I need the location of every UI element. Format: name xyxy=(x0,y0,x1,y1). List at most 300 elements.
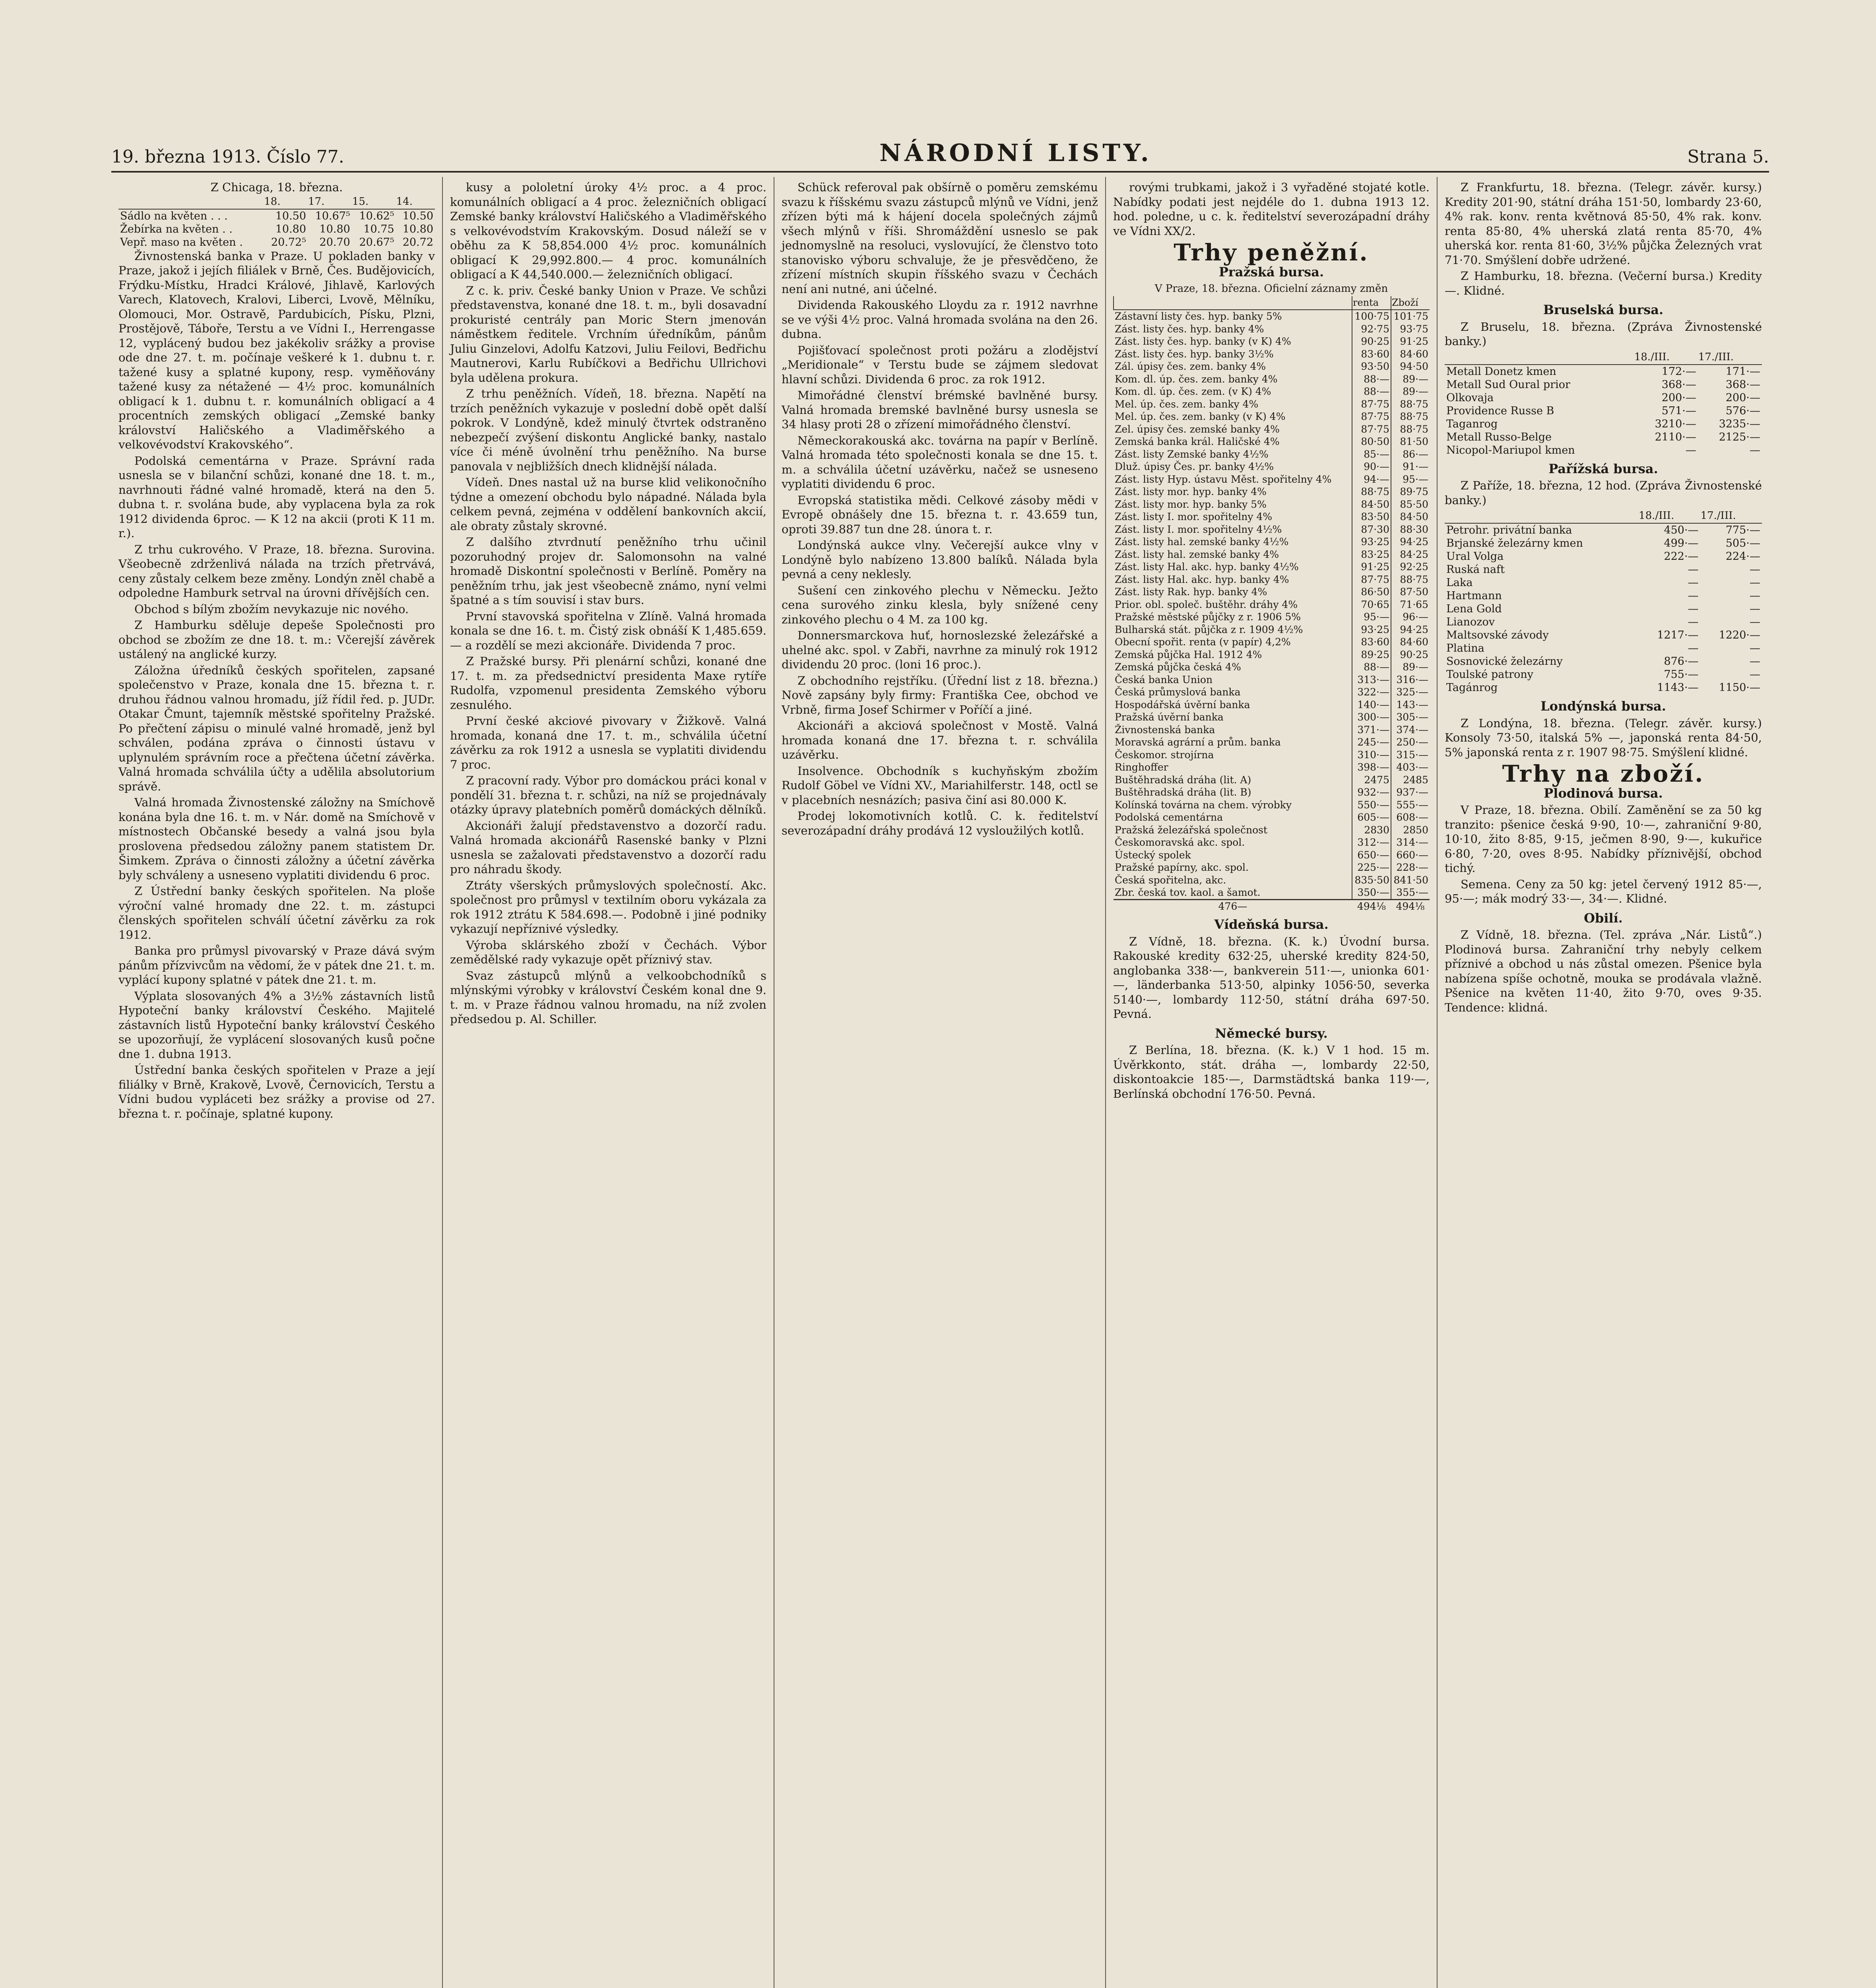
col3-articles xyxy=(782,180,1098,838)
table-cell: 3235·— xyxy=(1719,417,1760,430)
table-cell: 18./III. xyxy=(1638,509,1700,523)
article-paragraph: Výroba sklárského zboží v Čechách. Výbor zemědělské rady vykazuje opět příznivý stav. xyxy=(450,938,766,966)
table-cell: Zál. úpisy čes. zem. banky 4% xyxy=(1115,361,1266,372)
table-cell: 576·— xyxy=(1725,404,1760,417)
column-5 xyxy=(1438,177,1769,1988)
table-row xyxy=(1114,573,1430,586)
table-cell: 224·— xyxy=(1725,550,1760,563)
table-cell: 88·— xyxy=(1352,661,1391,674)
table-row xyxy=(1445,655,1762,668)
table-cell: 250·— xyxy=(1391,736,1430,749)
table-row xyxy=(1445,550,1762,563)
page-header xyxy=(111,135,1769,167)
table-header-row xyxy=(1114,296,1430,310)
table-cell: 17./III. xyxy=(1698,350,1762,365)
table-cell: 310·— xyxy=(1352,749,1391,761)
table-cell: Zemská půjčka česká 4% xyxy=(1115,661,1241,673)
table-row xyxy=(1114,335,1430,348)
table-cell: Ústecký spolek xyxy=(1115,849,1191,861)
paris-title: Pařížská bursa. xyxy=(1548,461,1658,476)
table-cell: Zboží xyxy=(1391,296,1430,310)
table-cell: 608·— xyxy=(1391,811,1430,824)
table-cell: 17. xyxy=(308,195,352,209)
table-cell: 85·50 xyxy=(1391,498,1430,511)
article-paragraph: Schück referoval pak obšírně o poměru zemskému svazu k říšskému svazu zástupců mlýnů ve Vídni, jenž zřízen býti má k hájení docela společných zájmů všech mlýnů v říši. Shromáždění usneslo se pak jednomyslně na resoluci, vyslovující, že členstvo toto stanovisko výboru schvaluje, že je přesvědčeno, že zřízení místních skupin říšského svazu v Čechách není ani nutné, ani účelné. xyxy=(782,181,1098,296)
table-cell: Zástavní listy čes. hyp. banky 5% xyxy=(1115,311,1282,322)
table-cell: 932·— xyxy=(1352,786,1391,799)
table-cell: — xyxy=(1688,603,1699,615)
table-row xyxy=(118,209,435,223)
paris-sub: Z Paříže, 18. března, 12 hod. (Zpráva Živnostenské banky.) xyxy=(1445,479,1762,507)
table-cell: Pražská úvěrní banka xyxy=(1115,711,1224,723)
table-header-row xyxy=(1445,509,1762,523)
table-cell: 92·75 xyxy=(1352,323,1391,336)
table-row xyxy=(1114,674,1430,686)
table-cell: 937·— xyxy=(1391,786,1430,799)
table-cell: 605·— xyxy=(1352,811,1391,824)
table-cell: 84·60 xyxy=(1391,636,1430,648)
header-rule xyxy=(111,171,1769,173)
prague-bourse-sub: V Praze, 18. března. Oficielní záznamy změn xyxy=(1154,283,1388,295)
table-cell: 87·75 xyxy=(1352,398,1391,411)
table-cell: Laka xyxy=(1446,577,1473,589)
table-row xyxy=(1445,417,1762,431)
table-cell: Zást. listy I. mor. spořitelny 4% xyxy=(1115,511,1273,522)
table-cell: Zást. listy hal. zemské banky 4½% xyxy=(1115,536,1289,547)
table-cell: 20.72⁵ xyxy=(271,236,307,248)
article-paragraph: Obchod s bílým zbožím nevykazuje nic nového. xyxy=(134,602,409,616)
section-goods-markets: Trhy na zboží. xyxy=(1502,760,1705,787)
table-cell: 101·75 xyxy=(1391,310,1430,323)
table-cell: Pražské městské půjčky z r. 1906 5% xyxy=(1115,611,1301,623)
table-row xyxy=(1114,373,1430,386)
table-cell: 10.67⁵ xyxy=(315,210,350,222)
table-cell: Zást. listy hal. zemské banky 4% xyxy=(1115,548,1279,560)
table-cell: 314·— xyxy=(1391,836,1430,849)
article-paragraph: První české akciové pivovary v Žižkově. Valná hromada, konaná dne 17. t. m., schválila účetní závěrku za rok 1912 a usnesla se vyplatiti dividendu 7 proc. xyxy=(450,714,766,771)
table-row xyxy=(1445,537,1762,550)
table-cell: 18./III. xyxy=(1634,350,1698,365)
table-cell: Sádlo na květen . . . xyxy=(120,210,228,222)
table-cell: 18. xyxy=(264,195,308,209)
article-paragraph: Londýnská aukce vlny. Večerejší aukce vlny v Londýně bylo nabízeno 13.800 balíků. Nálada byla pevná a ceny neklesly. xyxy=(782,538,1098,581)
brussels-table xyxy=(1445,350,1762,457)
table-cell: 93·50 xyxy=(1352,360,1391,373)
table-cell: 20.72 xyxy=(402,236,433,248)
table-row xyxy=(1445,444,1762,457)
table-cell: Zást. listy Rak. hyp. banky 4% xyxy=(1115,586,1267,598)
table-cell: 95·— xyxy=(1391,473,1430,486)
table-cell: 88·30 xyxy=(1391,523,1430,536)
table-cell: 494⅛ xyxy=(1352,899,1391,912)
table-cell: Pražské papírny, akc. spol. xyxy=(1115,862,1249,873)
table-cell: Zást. listy I. mor. spořitelny 4½% xyxy=(1115,523,1282,535)
table-cell: Zást. listy mor. hyp. banky 5% xyxy=(1115,498,1267,510)
table-cell: 650·— xyxy=(1352,849,1391,862)
table-cell: 300·— xyxy=(1352,711,1391,724)
table-cell: 87·75 xyxy=(1352,423,1391,436)
table-cell: 92·25 xyxy=(1391,561,1430,573)
article-paragraph: Německorakouská akc. továrna na papír v Berlíně. Valná hromada této společnosti konala se dne 15. t. m. a schválila účetní uzávěrku, načež se usneseno vyplatiti dividendu 6 proc. xyxy=(782,433,1098,491)
table-cell: Metall Sud Oural prior xyxy=(1446,378,1570,391)
article-paragraph: První stavovská spořitelna v Zlíně. Valná hromada konala se dne 16. t. m. Čistý zisk obnáší K 1,485.659.— a rozdělí se mezi akcionáře. Dividenda 7 proc. xyxy=(450,609,766,652)
table-cell: — xyxy=(1688,590,1699,602)
table-cell: Metall Donetz kmen xyxy=(1446,365,1556,378)
table-row xyxy=(1114,473,1430,486)
table-cell: 1217·— xyxy=(1657,629,1699,641)
table-cell: 84·50 xyxy=(1391,511,1430,523)
table-cell: 100·75 xyxy=(1352,310,1391,323)
article-paragraph: Ústřední banka českých spořitelen v Praze a její filiálky v Brně, Krakově, Lvově, Černovicích, Terstu a Vídni budou vypláceti bez srážky a provise od 27. března t. r. počínaje, splatné kupony. xyxy=(118,1063,435,1120)
table-row xyxy=(118,236,435,249)
prague-bourse-title: Pražská bursa. xyxy=(1218,264,1324,280)
table-cell: 200·— xyxy=(1725,391,1760,404)
table-cell: Lena Gold xyxy=(1446,603,1502,615)
table-cell: 200·— xyxy=(1661,391,1696,404)
table-cell: 10.50 xyxy=(275,210,307,222)
table-row xyxy=(1114,636,1430,648)
table-cell: Buštěhradská dráha (lit. B) xyxy=(1115,786,1251,798)
table-cell: 88·75 xyxy=(1391,398,1430,411)
table-cell: Ruská naft xyxy=(1446,563,1505,576)
column-3 xyxy=(774,177,1106,1988)
grain-title: Plodinová bursa. xyxy=(1544,785,1663,801)
table-cell: 86·50 xyxy=(1352,586,1391,598)
table-cell: Zemská půjčka Hal. 1912 4% xyxy=(1115,648,1262,660)
article-paragraph: Z trhu peněžních. Vídeň, 18. března. Napětí na trzích peněžních vykazuje v poslední době opět další pokrok. V Londýně, kdež minulý čtvrtek odstraněno nebezpečí zvýšení diskontu Anglické banky, nastalo více či méně úvolnění trhu peněžního. Na burse panovala v nejbližších dnech klidnější nálada. xyxy=(450,387,766,473)
table-cell: Bulharská stát. půjčka z r. 1909 4½% xyxy=(1115,623,1303,635)
table-cell: Providence Russe B xyxy=(1446,404,1554,417)
table-row xyxy=(1114,774,1430,786)
column-1 xyxy=(111,177,443,1988)
article-paragraph: Z c. k. priv. České banky Union v Praze. Ve schůzi představenstva, konané dne 18. t. m., byli dosavadní prokuristé centrály pan Moric Stern jmenován náměstkem ředitele. Vrchním úředníkům, pánům Juliu Ginzelovi, Adolfu Katzovi, Juliu Feilovi, Bedřichu Mautnerovi, Karlu Rubíčkovi a Bedřichu Ullrichovi byla udělena prokura. xyxy=(450,283,766,384)
table-row xyxy=(1445,365,1762,378)
german-text: Z Berlína, 18. března. (K. k.) V 1 hod. 15 m. Úvěrkkonto, stát. dráha —, lombardy 22·50, diskontoakcie 185·—, Darmstädtská banka 119·—, Berlínská obchodní 176·50. Pevná. xyxy=(1113,1043,1430,1101)
table-cell: Zást. listy čes. hyp. banky (v K) 4% xyxy=(1115,336,1291,347)
table-cell: 374·— xyxy=(1391,724,1430,736)
table-row xyxy=(1445,589,1762,602)
table-row xyxy=(1114,861,1430,874)
table-cell: Tagánrog xyxy=(1446,681,1498,694)
table-row xyxy=(1445,563,1762,576)
table-row xyxy=(1445,431,1762,444)
table-cell: 2830 xyxy=(1352,824,1391,837)
table-cell: 89·25 xyxy=(1352,648,1391,661)
table-row xyxy=(1114,623,1430,636)
table-cell: renta xyxy=(1352,296,1391,310)
table-cell: 225·— xyxy=(1352,861,1391,874)
table-row xyxy=(1114,849,1430,862)
article-paragraph: Akcionáři a akciová společnost v Mostě. Valná hromada konaná dne 17. března t. r. schválila uzávěrku. xyxy=(782,719,1098,761)
table-cell xyxy=(1445,350,1634,365)
table-cell: — xyxy=(1750,642,1760,654)
table-cell: Žebírka na květen . . xyxy=(120,223,233,235)
table-cell: 93·25 xyxy=(1352,623,1391,636)
table-row xyxy=(1114,385,1430,398)
table-cell: 140·— xyxy=(1352,699,1391,711)
table-cell: Zást. listy Hal. akc. hyp. banky 4½% xyxy=(1115,561,1299,573)
table-cell: Ringhoffer xyxy=(1115,761,1168,773)
article-paragraph: Z pracovní rady. Výbor pro domáckou práci konal v pondělí 31. března t. r. schůzi, na níž se projednávaly otázky úpravy platebních poměrů domáckých dělníků. xyxy=(450,774,766,816)
table-cell: Zást. listy Hal. akc. hyp. banky 4% xyxy=(1115,573,1289,585)
table-cell: — xyxy=(1750,616,1760,628)
table-cell: 91·25 xyxy=(1391,335,1430,348)
table-cell: 93·75 xyxy=(1391,323,1430,336)
table-cell: 835·50 xyxy=(1352,874,1391,887)
table-cell: Zást. listy mor. hyp. banky 4% xyxy=(1115,486,1267,497)
table-cell: Česká spořitelna, akc. xyxy=(1115,874,1226,886)
table-row xyxy=(1114,824,1430,837)
table-cell: 94·50 xyxy=(1391,360,1430,373)
table-cell: 476— xyxy=(1114,899,1352,912)
table-cell: Zást. listy Hyp. ústavu Měst. spořitelny 4% xyxy=(1115,473,1332,485)
col4-intro: rovými trubkami, jakož i 3 vyřaděné stojaté kotle. Nabídky podati jest nejdéle do 1. dubna 1913 12. hod. poledne, u c. k. ředitelství severozápadní dráhy ve Vídni XX/2. xyxy=(1113,181,1430,238)
table-cell: 2475 xyxy=(1352,774,1391,786)
table-row xyxy=(1114,523,1430,536)
table-cell: Brjanské železárny kmen xyxy=(1446,537,1583,549)
table-cell: 450·— xyxy=(1664,524,1699,536)
table-cell: Zást. listy čes. hyp. banky 3½% xyxy=(1115,348,1274,360)
olives-title: Obilí. xyxy=(1584,910,1623,926)
article-paragraph: Banka pro průmysl pivovarský v Praze dává svým pánům přízvivcům na vědomí, že v pátek dne 21. t. m. vyplácí kupony splatné v pátek dne 21. t. m. xyxy=(118,944,435,986)
table-cell: 322·— xyxy=(1352,686,1391,699)
table-cell: 228·— xyxy=(1391,861,1430,874)
table-cell: 368·— xyxy=(1661,378,1696,391)
table-cell: 355·— xyxy=(1391,886,1430,899)
table-row xyxy=(1114,648,1430,661)
table-cell: 841·50 xyxy=(1391,874,1430,887)
securities-table xyxy=(1113,296,1430,913)
chicago-title: Z Chicaga, 18. března. xyxy=(210,181,343,194)
table-cell: Hospodářská úvěrní banka xyxy=(1115,699,1250,711)
table-row xyxy=(1114,410,1430,423)
article-paragraph: Z Hamburku sděluje depeše Společnosti pro obchod se zbožím ze dne 18. t. m.: Včerejší závěrek ustálený na anglické kurzy. xyxy=(118,618,435,661)
table-cell: 87·75 xyxy=(1352,410,1391,423)
olives-text: Z Vídně, 18. března. (Tel. zpráva „Nár. Listů“.) Plodinová bursa. Zahraniční trhy nebyly celkem příznivé a obchod u nás zůstal omezen. Pšenice byla nabízena spíše ochotně, mouka se prodávala vlažně. Pšenice na květen 11·40, žito 9·70, oves 9·35. Tendence: klidná. xyxy=(1445,928,1762,1014)
table-cell: 350·— xyxy=(1352,886,1391,899)
table-cell: Zást. listy Zemské banky 4½% xyxy=(1115,448,1269,460)
table-cell: 222·— xyxy=(1664,550,1699,563)
article-paragraph: Evropská statistika mědi. Celkové zásoby mědi v Evropě obnášely dne 15. března t. r. 43.659 tun, oproti 39.887 tun dne 28. února t. r. xyxy=(782,493,1098,536)
article-paragraph: Vídeň. Dnes nastal už na burse klid velikonočního týdne a omezení obchodu bylo nápadné. Nálada byla celkem pevná, zejména v oddělení bankovních akcií, ale obraty zůstaly skrovné. xyxy=(450,476,766,533)
table-cell xyxy=(1114,296,1352,310)
table-cell: Maltsovské závody xyxy=(1446,629,1549,641)
table-row xyxy=(1114,611,1430,623)
paris-table xyxy=(1445,509,1762,694)
london-title: Londýnská bursa. xyxy=(1540,699,1666,714)
article-paragraph: Živnostenská banka v Praze. U pokladen banky v Praze, jakož i jejích filiálek v Brně, Čes. Budějovicích, Frýdku-Místku, Hradci Králové, Jihlavě, Karlových Varech, Klatovech, Kralovi, Liberci, Lvově, Mělníku, Olomouci, Mor. Ostravě, Pardubicích, Písku, Plzni, Prostějově, Táboře, Terstu a ve Vídni I., Herrengasse 12, vyplácený budou bez jakékoliv srážky a provise ode dne 27. t. m. počínaje veškeré k 1. dubnu t. r. tažené kusy a splatné kupony, resp. vyměňovány tažené kusy za nétažené — 4½ proc. komunálních obligací k 1. dubnu t. r. komunálních obligací a 4 procentních zemských obligací „Zemské banky království Haličského a Vladiměřského a velkovévodství Krakovského“. xyxy=(118,249,435,451)
table-cell: Živnostenská banka xyxy=(1115,724,1215,736)
table-cell: Zást. listy čes. hyp. banky 4% xyxy=(1115,323,1264,335)
table-row xyxy=(1114,886,1430,899)
table-cell: 2485 xyxy=(1391,774,1430,786)
table-row xyxy=(1445,378,1762,391)
table-cell: 371·— xyxy=(1352,724,1391,736)
table-cell: 87·50 xyxy=(1391,586,1430,598)
table-row xyxy=(1114,749,1430,761)
table-row xyxy=(1114,699,1430,711)
table-row xyxy=(1445,576,1762,589)
hamburg-text: Z Hamburku, 18. března. (Večerní bursa.) Kredity —. Klidné. xyxy=(1445,269,1762,297)
brussels-title: Bruselská bursa. xyxy=(1543,302,1664,317)
table-row xyxy=(1114,310,1430,323)
table-cell: 20.70 xyxy=(319,236,350,248)
table-cell: Nicopol-Mariupol kmen xyxy=(1446,444,1575,456)
table-cell: 315·— xyxy=(1391,749,1430,761)
table-cell: 775·— xyxy=(1725,524,1760,536)
table-cell: 2850 xyxy=(1391,824,1430,837)
table-row xyxy=(1114,836,1430,849)
table-cell: 505·— xyxy=(1725,537,1760,549)
masthead: NÁRODNÍ LISTY. xyxy=(879,139,1152,167)
table-cell: 89·— xyxy=(1391,385,1430,398)
table-cell: — xyxy=(1750,668,1760,681)
table-row xyxy=(1114,661,1430,674)
table-cell: — xyxy=(1750,603,1760,615)
table-cell: 88·75 xyxy=(1391,573,1430,586)
table-cell: 755·— xyxy=(1664,668,1699,681)
table-cell: Mel. úp. čes. zem. banky 4% xyxy=(1115,398,1259,410)
article-paragraph: Z dalšího ztvrdnutí peněžního trhu učinil pozoruhodný projev dr. Salomonsohn na valné hromadě Diskontní společnosti v Berlíně. Poměry na peněžním trhu, jak jest všeobecně známo, nyní velmi špatné a s tím souvisí i stav burs. xyxy=(450,535,766,607)
column-2 xyxy=(443,177,774,1988)
table-cell: 80·50 xyxy=(1352,435,1391,448)
table-cell: 571·— xyxy=(1661,404,1696,417)
table-cell: Česká banka Union xyxy=(1115,674,1213,685)
table-cell xyxy=(118,195,264,209)
table-cell: 84·25 xyxy=(1391,548,1430,561)
table-cell: 87·30 xyxy=(1352,523,1391,536)
table-cell: 88·— xyxy=(1352,385,1391,398)
table-cell: 89·— xyxy=(1391,661,1430,674)
article-paragraph: Svaz zástupců mlýnů a velkoobchodníků s mlýnskými výrobky v království Českém konal dne 9. t. m. v Praze řádnou valnou hromadu, na níž zvolen předsedou p. Al. Schiller. xyxy=(450,969,766,1026)
table-row xyxy=(1445,615,1762,629)
article-paragraph: Donnersmarckova huť, hornoslezské železářské a uhelné akc. spol. v Zabři, navrhne za minulý rok 1912 dividendu 20 proc. (loni 16 proc.). xyxy=(782,629,1098,671)
london-text: Z Londýna, 18. března. (Telegr. závěr. kursy.) Konsoly 73·50, italská 5% —, japonská renta 84·50, 5% japonská renta z r. 1907 98·75. Smýšlení klidné. xyxy=(1445,716,1762,759)
table-row xyxy=(1114,536,1430,548)
table-cell: Zemská banka král. Haličské 4% xyxy=(1115,436,1280,447)
table-row xyxy=(1114,686,1430,699)
table-cell: 17./III. xyxy=(1700,509,1762,523)
table-cell: 94·25 xyxy=(1391,536,1430,548)
table-row xyxy=(1114,485,1430,498)
table-row xyxy=(1114,586,1430,598)
table-row xyxy=(1114,348,1430,361)
article-paragraph: Akcionáři žalují představenstvo a dozorčí radu. Valná hromada akcionářů Rasenské banky v Plzni usnesla se zažalovati představenstvo a dozorčí radu pro náhradu škody. xyxy=(450,819,766,876)
article-paragraph: Mimořádné členství brémské bavlněné bursy. Valná hromada bremské bavlněné bursy usnesla se 34 hlasy proti 28 o zřízení mimořádného členství. xyxy=(782,388,1098,431)
table-row xyxy=(1445,523,1762,537)
table-cell: 3210·— xyxy=(1655,417,1696,430)
table-cell: Taganrog xyxy=(1446,417,1498,430)
table-cell: 90·— xyxy=(1352,460,1391,473)
table-row xyxy=(1114,711,1430,724)
table-cell: 555·— xyxy=(1391,799,1430,812)
table-cell: Sosnovické železárny xyxy=(1446,655,1563,668)
table-cell: 10.50 xyxy=(402,210,433,222)
table-cell: — xyxy=(1750,577,1760,589)
table-cell: 10.80 xyxy=(275,223,307,235)
table-row xyxy=(1445,668,1762,681)
table-cell: 88·75 xyxy=(1352,485,1391,498)
table-cell: Českomor. strojírna xyxy=(1115,749,1214,761)
table-cell: Buštěhradská dráha (lit. A) xyxy=(1115,774,1251,786)
table-cell: 95·— xyxy=(1352,611,1391,623)
table-row xyxy=(1114,360,1430,373)
article-paragraph: Z Pražské bursy. Při plenární schůzi, konané dne 17. t. m. za předsednictví presidenta Maxe rytíře Rudolfa, vzpomenul presidenta Zemského výboru zesnulého. xyxy=(450,654,766,712)
table-cell: 96·— xyxy=(1391,611,1430,623)
table-row xyxy=(1114,548,1430,561)
table-cell: 316·— xyxy=(1391,674,1430,686)
table-cell: 91·25 xyxy=(1352,561,1391,573)
article-paragraph: Výplata slosovaných 4% a 3½% zástavních listů Hypoteční banky království Českého. Majitelé zástavních listů Hypoteční banky království Českého se upozorňují, že vyplácení slosovaných kusů počne dne 1. dubna 1913. xyxy=(118,989,435,1061)
issue-date: 19. března 1913. Číslo 77. xyxy=(111,147,344,167)
table-cell: 2125·— xyxy=(1719,431,1760,443)
table-cell: Kom. dl. úp. čes. zem. (v K) 4% xyxy=(1115,386,1271,397)
table-cell: 94·25 xyxy=(1391,623,1430,636)
section-money-markets: Trhy peněžní. xyxy=(1174,239,1369,266)
table-cell: 2110·— xyxy=(1655,431,1696,443)
table-cell: 87·75 xyxy=(1352,573,1391,586)
page-number: Strana 5. xyxy=(1687,147,1769,167)
article-paragraph: Insolvence. Obchodník s kuchyňským zbožím Rudolf Göbel ve Vídni XV., Mariahilferstr. 148, octl se v placebních nesnázích; pasiva činí asi 80.000 K. xyxy=(782,764,1098,807)
table-cell: Českomoravská akc. spol. xyxy=(1115,837,1245,848)
table-cell xyxy=(1445,509,1638,523)
table-cell: 312·— xyxy=(1352,836,1391,849)
table-cell: 403·— xyxy=(1391,761,1430,774)
table-cell: 71·65 xyxy=(1391,598,1430,611)
seeds-text: Semena. Ceny za 50 kg: jetel červený 1912 85·—, 95·—; mák modrý 33·—, 34·—. Klidné. xyxy=(1445,877,1762,905)
table-row xyxy=(1114,398,1430,411)
table-row xyxy=(1114,724,1430,736)
table-cell: Obecní spořit. renta (v papír) 4,2% xyxy=(1115,636,1291,648)
article-paragraph: Podolská cementárna v Praze. Správní rada usnesla se v bilanční schůzi, konané dne 18. t. m., navrhnouti řádné valné hromadě, která na den 5. dubna t. r. svolána bude, aby vyplacena byla za rok 1912 dividenda 6proc. — K 12 na akcii (proti K 11 m. r.). xyxy=(118,454,435,540)
table-row xyxy=(1114,511,1430,523)
table-cell: 499·— xyxy=(1664,537,1699,549)
vienna-text: Z Vídně, 18. března. (K. k.) Úvodní bursa. Rakouské kredity 632·25, uherské kredity 824·50, anglobanka 338·—, bankverein 511·—, unionka 601·—, länderbanka 513·50, alpinky 1056·50, severka 5140·—, lombardy 112·50, státní dráha 697·50. Pevná. xyxy=(1113,934,1430,1021)
table-cell: 85·— xyxy=(1352,448,1391,461)
table-row xyxy=(1445,602,1762,615)
table-cell: Platina xyxy=(1446,642,1484,654)
article-paragraph: Ztráty všerských průmyslových společností. Akc. společnost pro průmysl v textilním oboru vykázala za rok 1912 ztrátu K 584.698.—. Podobně i jiné podniky vykazují nepříznivé výsledky. xyxy=(450,878,766,936)
table-cell: 86·— xyxy=(1391,448,1430,461)
table-row xyxy=(1114,498,1430,511)
table-cell: 89·75 xyxy=(1391,485,1430,498)
table-cell: Kom. dl. úp. čes. zem. banky 4% xyxy=(1115,373,1278,385)
grain-text: V Praze, 18. března. Obilí. Zaměnění se za 50 kg tranzito: pšenice česká 9·90, 10·—, zahraniční 9·80, 10·10, žito 8·85, 9·15, ječmen 8·90, 9·—, kukuřice 6·80, 7·20, oves 8·95. Nabídky příznivější, obchod tichý. xyxy=(1445,803,1762,875)
table-cell: 325·— xyxy=(1391,686,1430,699)
table-cell: 14. xyxy=(396,195,435,209)
table-cell: 143·— xyxy=(1391,699,1430,711)
table-row xyxy=(1114,460,1430,473)
table-cell: 15. xyxy=(352,195,396,209)
table-cell: 89·— xyxy=(1391,373,1430,386)
table-cell: 313·— xyxy=(1352,674,1391,686)
column-4 xyxy=(1106,177,1438,1988)
table-cell: 83·25 xyxy=(1352,548,1391,561)
table-cell: 70·65 xyxy=(1352,598,1391,611)
table-row xyxy=(1445,629,1762,642)
article-paragraph: Pojišťovací společnost proti požáru a zlodějství „Meridionale“ v Terstu bude se zájmem sledovat hlavní schůzi. Dividenda 6 proc. za rok 1912. xyxy=(782,343,1098,386)
article-paragraph: Valná hromada Živnostenské záložny na Smíchově konána byla dne 16. t. m. v Nár. domě na Smíchově v místnostech Občanské besedy a valná jsou byla proslovena předsedou záložny panem statistem Dr. Šimkem. Zpráva o činnosti záložny a účetní závěrka byly schváleny a usneseno vyplatiti dividendu 6 proc. xyxy=(118,796,435,882)
table-cell: Toulské patrony xyxy=(1446,668,1534,681)
table-cell: 494⅛ xyxy=(1391,899,1430,912)
table-row xyxy=(1445,404,1762,417)
article-paragraph: Z trhu cukrového. V Praze, 18. března. Surovina. Všeobecně zdrženlivá nálada na trzích přetrvává, ceny zůstaly celkem beze změny. Londýn zněl chabě a odpoledne Hamburk setrval na úrovni dřívějších cen. xyxy=(118,542,435,600)
table-cell: 84·50 xyxy=(1352,498,1391,511)
table-cell: 88·75 xyxy=(1391,423,1430,436)
table-cell: — xyxy=(1750,563,1760,576)
table-row xyxy=(1114,448,1430,461)
table-row xyxy=(1114,761,1430,774)
